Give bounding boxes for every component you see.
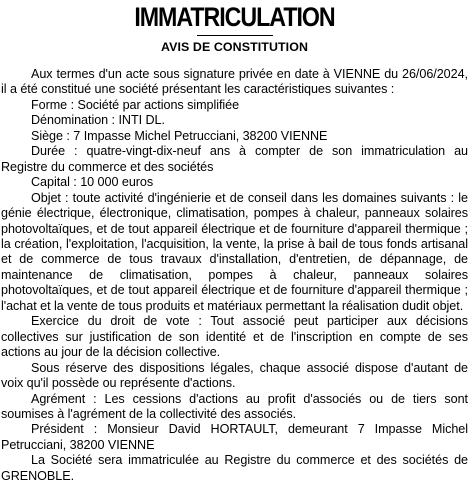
paragraph-duree: Durée : quatre-vingt-dix-neuf ans à compter de son immatriculation au Registre du commerce et des sociétés xyxy=(1,144,468,174)
paragraph-agrement: Agrément : Les cessions d'actions au profit d'associés ou de tiers sont soumises à l'agrément de la collectivité des associés. xyxy=(1,391,468,421)
paragraph-intro: Aux termes d'un acte sous signature privée en date à VIENNE du 26/06/2024, il a été constitué une société présentant les caractéristiques suivantes : xyxy=(1,67,468,97)
paragraph-immatriculation: La Société sera immatriculée au Registre du commerce et des sociétés de GRENOBLE. xyxy=(1,453,468,483)
notice-title: IMMATRICULATION xyxy=(134,2,335,32)
notice-subtitle: AVIS DE CONSTITUTION xyxy=(160,40,309,54)
paragraph-droit-de-vote: Exercice du droit de vote : Tout associé peut participer aux décisions collectives sur justification de son identité et de l'inscription en compte de ses actions au jour de la décision collective. xyxy=(1,314,468,360)
title-divider xyxy=(197,35,273,36)
paragraph-capital: Capital : 10 000 euros xyxy=(31,175,154,190)
notice-body xyxy=(1,67,468,484)
paragraph-voix: Sous réserve des dispositions légales, chaque associé dispose d'autant de voix qu'il possède ou représente d'actions. xyxy=(1,360,468,391)
paragraph-forme: Forme : Société par actions simplifiée xyxy=(31,97,240,112)
paragraph-denomination: Dénomination : INTI DL. xyxy=(31,113,165,128)
paragraph-objet: Objet : toute activité d'ingénierie et de conseil dans les domaines suivants : le génie électrique, électronique, climatisation, pompes à chaleur, panneaux solaires photovoltaïques, et de tout appareil électrique et de fourniture d'appareil thermique ; la création, l'exploitation, l'acquisition, la vente, la prise à bail de tous fonds artisanal et de commerce de tous travaux d'installation, d'entretien, de dépannage, de maintenance de climatisation, pompes à chaleur, panneaux solaires photovoltaïques, et de tout appareil électrique et de fourniture d'appareil thermique ; l'achat et la vente de tous produits et matériaux permettant la réalisation dudit objet. xyxy=(1,190,468,313)
paragraph-siege: Siège : 7 Impasse Michel Petrucciani, 38200 VIENNE xyxy=(31,128,328,143)
paragraph-president: Président : Monsieur David HORTAULT, demeurant 7 Impasse Michel Petrucciani, 38200 VIENNE xyxy=(1,422,468,452)
